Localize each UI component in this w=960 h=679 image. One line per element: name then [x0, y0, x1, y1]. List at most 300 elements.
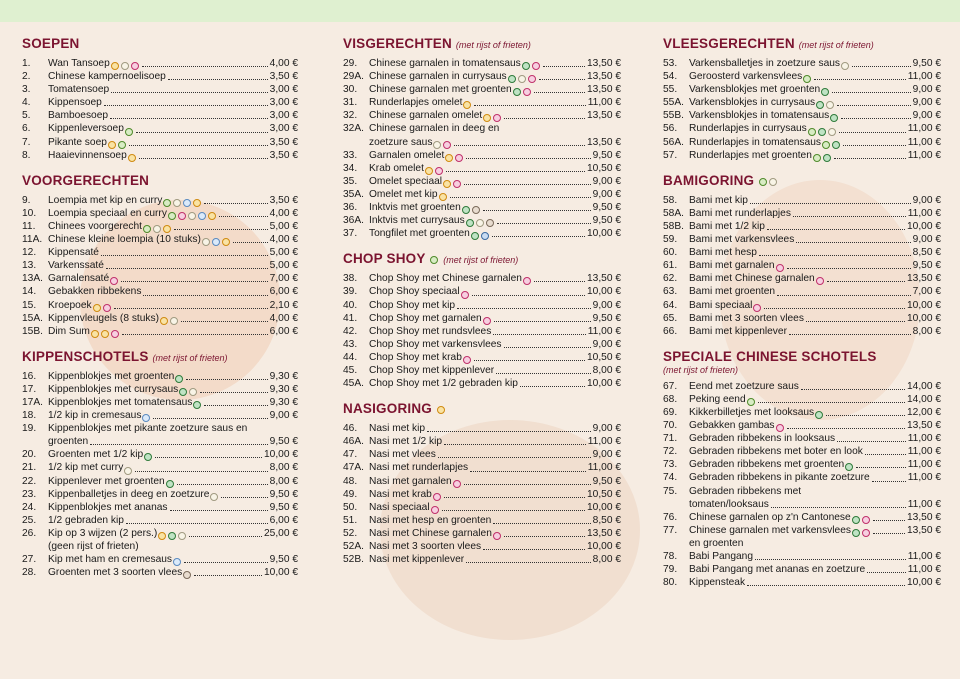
broccoli-icon	[852, 529, 860, 537]
dot-leader	[219, 216, 268, 217]
broccoli-icon	[852, 516, 860, 524]
menu-item	[343, 149, 621, 162]
dot-leader	[787, 428, 905, 429]
garlic-icon	[173, 199, 181, 207]
dot-leader	[177, 484, 268, 485]
item-number: 13A.	[22, 273, 43, 285]
menu-item	[663, 380, 941, 393]
menu-column-right	[663, 36, 941, 589]
menu-item	[22, 299, 298, 312]
top-banner	[0, 0, 960, 22]
item-name: Nasi met garnalen	[369, 475, 452, 487]
item-price: 13,50 €	[587, 71, 621, 83]
section-title-text: VOORGERECHTEN	[22, 172, 150, 188]
garlic-icon	[769, 178, 777, 186]
dot-leader	[444, 497, 585, 498]
dot-leader	[101, 255, 268, 256]
menu-item	[22, 96, 298, 109]
item-price: 7,00 €	[912, 286, 941, 298]
item-price: 10,00 €	[587, 378, 621, 390]
dot-leader	[438, 457, 591, 458]
item-price: 11,00 €	[907, 498, 941, 510]
menu-item	[343, 57, 621, 70]
item-name: Bami met hesp	[689, 247, 757, 259]
dot-leader	[204, 405, 267, 406]
item-number: 46A.	[343, 436, 364, 448]
garlic-icon	[518, 75, 526, 83]
prawn-icon	[103, 304, 111, 312]
section-title	[343, 251, 621, 266]
dot-leader	[470, 471, 586, 472]
menu-item	[663, 524, 941, 537]
menu-item	[22, 233, 298, 246]
item-price: 9,00 €	[592, 188, 621, 200]
dot-leader	[111, 92, 268, 93]
item-name: Bami met varkensvlees	[689, 234, 795, 246]
item-name: Chinese kleine loempia (10 stuks)	[48, 234, 201, 246]
item-name: Bami met runderlapjes	[689, 207, 791, 219]
menu-item	[22, 312, 298, 325]
item-number: 44.	[343, 351, 358, 363]
sesame-icon	[439, 193, 447, 201]
item-number: 58A.	[663, 207, 684, 219]
menu-item	[663, 136, 941, 149]
item-price: 13,50 €	[587, 84, 621, 96]
item-name-continued: (geen rijst of frieten)	[48, 541, 139, 552]
item-number: 74.	[663, 472, 678, 484]
item-number: 53.	[663, 58, 678, 69]
menu-item	[22, 566, 298, 579]
item-number: 52.	[343, 527, 358, 539]
item-price: 9,50 €	[592, 475, 621, 487]
broccoli-icon	[471, 232, 479, 240]
item-number: 73.	[663, 459, 678, 471]
item-name: Kikkerbilletjes met looksaus	[689, 406, 815, 418]
item-name: Runderlapjes in tomatensaus	[689, 136, 821, 148]
dot-leader	[493, 334, 585, 335]
menu-item	[663, 194, 941, 207]
item-price: 3,00 €	[269, 97, 298, 109]
menu-item	[343, 175, 621, 188]
dot-leader	[114, 308, 268, 309]
prawn-icon	[443, 141, 451, 149]
broccoli-icon	[816, 101, 824, 109]
dot-leader	[504, 118, 585, 119]
menu-item	[663, 259, 941, 272]
mushroom-icon	[472, 206, 480, 214]
dot-leader	[136, 132, 268, 133]
item-name: Chop Shoy met varkensvlees	[369, 338, 502, 350]
dot-leader	[827, 281, 905, 282]
item-price: 13,50 €	[587, 273, 621, 285]
item-price: 11,00 €	[907, 564, 941, 576]
dot-leader	[457, 308, 591, 309]
section-spacer	[22, 162, 298, 173]
item-name: Chinese garnalen in currysaus	[369, 71, 507, 83]
item-name: Tongfilet met groenten	[369, 228, 470, 240]
section-title-text: CHOP SHOY	[343, 251, 426, 267]
dot-leader	[184, 562, 268, 563]
item-number: 7.	[22, 136, 31, 148]
dot-leader	[110, 118, 268, 119]
item-number: 11.	[22, 220, 36, 232]
menu-item	[343, 162, 621, 175]
item-number: 59.	[663, 234, 678, 246]
section-title-text: VLEESGERECHTEN	[663, 36, 795, 51]
item-price: 8,00 €	[592, 364, 621, 376]
item-name: Kippenblokjes met ananas	[48, 501, 168, 513]
item-price: 9,00 €	[912, 97, 941, 109]
item-price: 11,00 €	[587, 436, 621, 448]
item-price: 3,50 €	[269, 136, 298, 148]
item-number: 31.	[343, 97, 358, 109]
section-title	[663, 349, 941, 364]
menu-item	[343, 527, 621, 540]
broccoli-icon	[522, 62, 530, 70]
item-price: 12,00 €	[907, 406, 941, 418]
menu-item	[343, 501, 621, 514]
item-number: 1.	[22, 58, 31, 69]
menu-item	[663, 109, 941, 122]
item-number: 50.	[343, 501, 358, 513]
menu-item	[343, 475, 621, 488]
menu-item	[663, 312, 941, 325]
dot-leader	[777, 295, 911, 296]
menu-item	[22, 70, 298, 83]
item-price: 8,00 €	[269, 462, 298, 474]
item-name: Nasi met hesp en groenten	[369, 514, 492, 526]
dot-leader	[543, 66, 585, 67]
menu-item	[22, 553, 298, 566]
item-price: 9,00 €	[592, 299, 621, 311]
prawn-icon	[433, 493, 441, 501]
broccoli-icon	[168, 532, 176, 540]
menu-item	[343, 325, 621, 338]
item-price: 7,00 €	[269, 273, 298, 285]
menu-item	[22, 461, 298, 474]
sesame-icon	[193, 199, 201, 207]
item-price: 10,00 €	[907, 299, 941, 311]
menu-item	[343, 201, 621, 214]
item-name: Varkensballetjes in zoetzure saus	[689, 58, 841, 69]
broccoli-icon	[823, 154, 831, 162]
item-name: Kippenvleugels (8 stuks)	[48, 312, 159, 324]
dot-leader	[483, 549, 585, 550]
dot-leader	[139, 158, 268, 159]
dot-leader	[764, 308, 905, 309]
menu-item	[663, 550, 941, 563]
item-number: 55B.	[663, 110, 684, 122]
item-number: 20.	[22, 449, 37, 461]
dot-leader	[444, 444, 586, 445]
item-name: Gebakken ribbekens	[48, 286, 142, 298]
dot-leader	[129, 145, 268, 146]
dot-leader	[834, 158, 906, 159]
item-price: 14,00 €	[907, 380, 941, 392]
menu-item	[22, 422, 298, 435]
menu-item	[343, 488, 621, 501]
section-title	[22, 36, 298, 51]
item-number: 22.	[22, 475, 37, 487]
dot-leader	[755, 559, 906, 560]
dot-leader	[194, 575, 262, 576]
item-name: Bami met kippenlever	[689, 325, 787, 337]
prawn-icon	[435, 167, 443, 175]
item-price: 13,50 €	[907, 524, 941, 536]
menu-item	[343, 122, 621, 135]
item-name: Kippensaté	[48, 247, 99, 259]
menu-item	[22, 57, 298, 70]
item-number: 68.	[663, 393, 678, 405]
item-number: 49.	[343, 488, 358, 500]
item-price: 11,00 €	[907, 207, 941, 219]
dot-leader	[483, 210, 591, 211]
item-price: 6,00 €	[269, 325, 298, 337]
menu-item	[663, 299, 941, 312]
item-name: Garnalen omelet	[369, 149, 445, 161]
item-price: 6,00 €	[269, 286, 298, 298]
prawn-icon	[532, 62, 540, 70]
item-name: Varkensblokjes in currysaus	[689, 97, 816, 109]
menu-item-continued	[22, 540, 298, 553]
menu-item	[343, 214, 621, 227]
item-number: 40.	[343, 299, 358, 311]
broccoli-icon	[179, 388, 187, 396]
item-number: 17A.	[22, 396, 43, 408]
item-name: Chop Shoy met kippenlever	[369, 364, 495, 376]
item-number: 21.	[22, 462, 37, 474]
item-number: 12.	[22, 247, 37, 259]
sesame-icon	[222, 238, 230, 246]
item-price: 9,50 €	[912, 260, 941, 272]
item-number: 30.	[343, 84, 358, 96]
menu-item	[22, 383, 298, 396]
menu-item	[663, 325, 941, 338]
item-number: 37.	[343, 228, 358, 240]
menu-item	[22, 370, 298, 383]
section-title-text: SPECIALE CHINESE SCHOTELS	[663, 348, 877, 364]
prawn-icon	[453, 180, 461, 188]
item-number: 77.	[663, 524, 678, 536]
section-subtitle: (met rijst of frieten)	[152, 352, 228, 363]
item-price: 5,00 €	[269, 260, 298, 272]
item-price: 11,00 €	[907, 71, 941, 83]
dot-leader	[520, 386, 585, 387]
menu-item	[343, 188, 621, 201]
dot-leader	[450, 197, 591, 198]
garlic-icon	[433, 141, 441, 149]
item-price: 8,00 €	[912, 325, 941, 337]
item-number: 60.	[663, 247, 678, 259]
prawn-icon	[816, 277, 824, 285]
item-name: Gebraden ribbekens in pikante zoetzure	[689, 472, 870, 484]
item-price: 10,50 €	[587, 488, 621, 500]
item-name: Kroepoek	[48, 299, 92, 311]
item-name: Chinees voorgerecht	[48, 220, 143, 232]
dot-leader	[539, 79, 585, 80]
pepper-icon	[808, 128, 816, 136]
menu-item	[663, 432, 941, 445]
dot-leader	[873, 520, 905, 521]
dot-leader	[472, 295, 585, 296]
item-name: Omelet met kip	[369, 188, 438, 200]
item-name: Bami met garnalen	[689, 260, 775, 272]
item-price: 10,00 €	[587, 541, 621, 552]
item-number: 62.	[663, 273, 678, 285]
sesame-icon	[93, 304, 101, 312]
item-price: 8,00 €	[592, 554, 621, 566]
dot-leader	[873, 533, 905, 534]
dot-leader	[856, 467, 906, 468]
dot-leader	[427, 431, 591, 432]
prawn-icon	[431, 506, 439, 514]
item-number: 52B.	[343, 554, 364, 566]
dot-leader	[464, 184, 591, 185]
menu-item	[663, 220, 941, 233]
broccoli-icon	[832, 141, 840, 149]
menu-item	[343, 312, 621, 325]
item-price: 11,00 €	[907, 433, 941, 445]
menu-item	[22, 246, 298, 259]
item-price: 11,00 €	[587, 462, 621, 474]
item-name: Kippenblokjes met currysaus	[48, 383, 179, 395]
item-price: 9,00 €	[912, 194, 941, 206]
dot-leader	[534, 92, 585, 93]
item-price: 11,00 €	[907, 472, 941, 484]
item-name: Loempia met kip en curry	[48, 194, 163, 206]
menu-item	[343, 96, 621, 109]
item-price: 5,00 €	[269, 247, 298, 259]
menu-item	[663, 393, 941, 406]
sesame-icon	[425, 167, 433, 175]
item-number: 10.	[22, 207, 37, 219]
pepper-icon	[759, 178, 767, 186]
dot-leader	[867, 572, 906, 573]
item-number: 58B.	[663, 220, 684, 232]
section-spacer	[663, 338, 941, 349]
item-name: Varkenssaté	[48, 260, 104, 272]
dot-leader	[839, 132, 906, 133]
section-spacer	[343, 390, 621, 401]
broccoli-icon	[818, 128, 826, 136]
dot-leader	[221, 497, 267, 498]
menu-item	[22, 475, 298, 488]
drop-icon	[198, 212, 206, 220]
broccoli-icon	[815, 411, 823, 419]
menu-item	[663, 419, 941, 432]
item-price: 10,00 €	[587, 286, 621, 298]
item-number: 47A.	[343, 462, 364, 474]
item-name: Nasi met vlees	[369, 449, 436, 461]
item-price: 9,30 €	[269, 396, 298, 408]
item-name: Chop Shoy met kip	[369, 299, 456, 311]
prawn-icon	[463, 356, 471, 364]
menu-item	[22, 136, 298, 149]
item-name: Kip op 3 wijzen (2 pers.)	[48, 527, 158, 539]
item-name: Geroosterd varkensvlees	[689, 71, 803, 83]
item-price: 10,00 €	[907, 220, 941, 232]
dot-leader	[787, 268, 911, 269]
item-price: 25,00 €	[264, 527, 298, 539]
menu-item	[343, 364, 621, 377]
item-number: 18.	[22, 410, 37, 422]
drop-icon	[183, 199, 191, 207]
item-number: 6.	[22, 123, 31, 135]
menu-item	[343, 285, 621, 298]
item-name: Runderlapjes omelet	[369, 97, 463, 109]
mushroom-icon	[486, 219, 494, 227]
item-price: 4,00 €	[269, 207, 298, 219]
item-name: Gebraden ribbekens met	[689, 485, 802, 497]
dot-leader	[121, 281, 268, 282]
prawn-icon	[461, 291, 469, 299]
item-name: Peking eend	[689, 393, 746, 405]
sesame-icon	[101, 330, 109, 338]
sesame-icon	[483, 114, 491, 122]
item-number: 57.	[663, 149, 678, 161]
item-name: Wan Tansoep	[48, 58, 110, 69]
menu-item	[663, 445, 941, 458]
menu-item	[22, 514, 298, 527]
menu-item	[22, 448, 298, 461]
menu-item	[663, 122, 941, 135]
item-name: Chinese kampernoelisoep	[48, 71, 166, 83]
item-price: 3,50 €	[269, 194, 298, 206]
prawn-icon	[776, 264, 784, 272]
item-number: 58.	[663, 194, 678, 206]
item-number: 14.	[22, 286, 37, 298]
broccoli-icon	[175, 375, 183, 383]
item-price: 9,30 €	[269, 370, 298, 382]
item-name: Chinese garnalen in tomatensaus	[369, 58, 521, 69]
broccoli-icon	[466, 219, 474, 227]
item-name-continued: tomaten/looksaus	[689, 498, 769, 510]
item-number: 15A.	[22, 312, 43, 324]
menu-item	[343, 351, 621, 364]
item-name: Chop Shoy met garnalen	[369, 312, 482, 324]
item-price: 9,50 €	[269, 488, 298, 500]
section-spacer	[663, 162, 941, 173]
item-number: 23.	[22, 488, 37, 500]
item-name: Nasi met kip	[369, 423, 426, 435]
item-number: 11A.	[22, 234, 43, 246]
dot-leader	[200, 392, 267, 393]
dot-leader	[492, 236, 585, 237]
item-price: 10,00 €	[264, 449, 298, 461]
prawn-icon	[776, 424, 784, 432]
sesame-icon	[437, 406, 445, 414]
garlic-icon	[170, 317, 178, 325]
item-price: 9,00 €	[592, 449, 621, 461]
dot-leader	[793, 216, 906, 217]
item-number: 9.	[22, 194, 31, 206]
item-price: 3,50 €	[269, 71, 298, 83]
dot-leader	[454, 145, 585, 146]
item-number: 67.	[663, 380, 678, 392]
fish-icon	[481, 232, 489, 240]
garlic-icon	[189, 388, 197, 396]
garlic-icon	[476, 219, 484, 227]
dot-leader	[90, 444, 267, 445]
menu-item	[343, 553, 621, 566]
item-name: Gebraden ribbekens in looksaus	[689, 433, 836, 445]
broccoli-icon	[508, 75, 516, 83]
menu-item	[663, 246, 941, 259]
dot-leader	[837, 441, 906, 442]
menu-item-continued	[22, 435, 298, 448]
dot-leader	[837, 105, 911, 106]
menu-item	[343, 299, 621, 312]
